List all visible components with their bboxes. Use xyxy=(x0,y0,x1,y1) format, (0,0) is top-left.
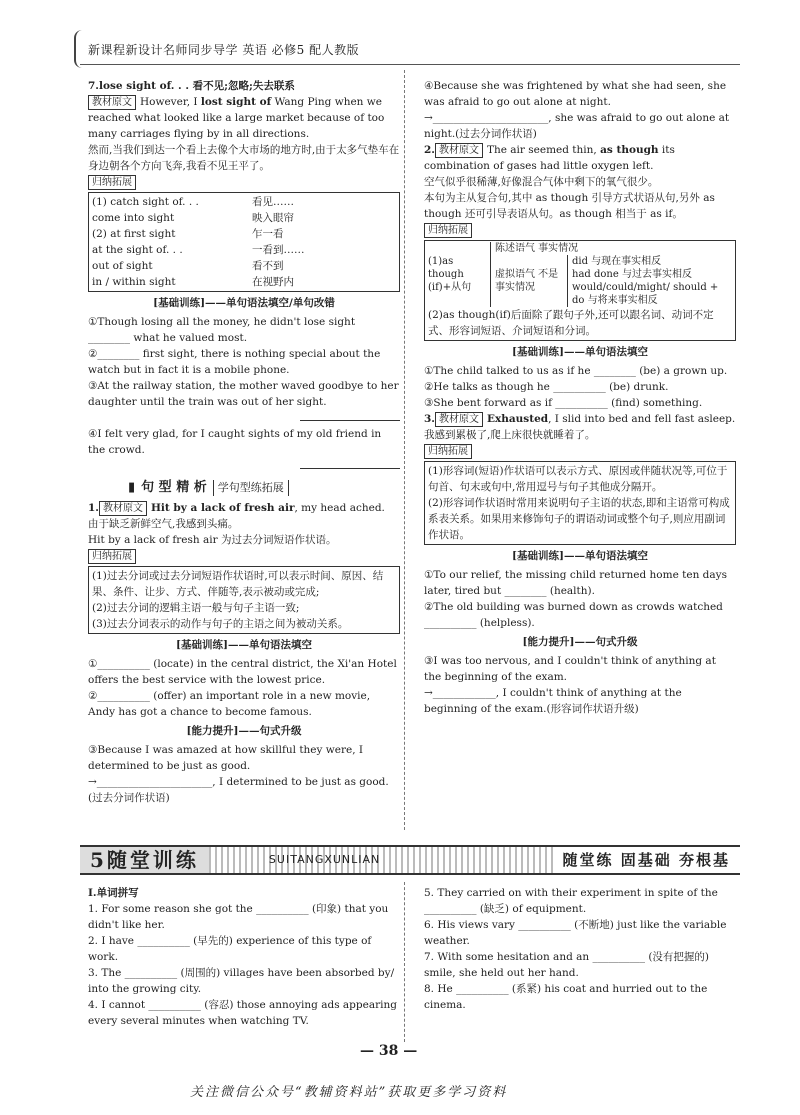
question: ④I felt very glad, for I caught sights of my old friend in the crowd. xyxy=(88,428,382,456)
banner-pinyin: SUITANGXUNLIAN xyxy=(209,847,553,873)
item-7-source: 教材原文 However, I lost sight of Wang Ping when we reached what looked like a large market because of too many carriages flying by in all directions. xyxy=(88,96,385,140)
exercise-item: 5. They carried on with their experiment in spite of the __________ (缺乏) of equipment. xyxy=(424,887,718,915)
item-2-translation: 空气似乎很稀薄,好像混合气体中剩下的氧气很少。 xyxy=(424,176,659,188)
question: ③Because I was amazed at how skillful they were, I determined to be just as good. xyxy=(88,744,364,772)
question: ①To our relief, the missing child returned home ten days later, tired but ________ (health). xyxy=(424,569,727,597)
column-divider xyxy=(404,882,405,1042)
summary-box: (1)过去分词或过去分词短语作状语时,可以表示时间、原因、结果、条件、让步、方式、伴随等,表示被动或完成; (2)过去分词的逻辑主语一般与句子主语一致; (3)过去分词表示的动作与句子的主语之间为被动关系。 xyxy=(88,566,400,634)
summary-tag: 归纳拓展 xyxy=(424,444,472,459)
exercise-item: 2. I have __________ (早先的) experience of this type of work. xyxy=(88,935,372,963)
diagram-leaf: did 与现在事实相反 xyxy=(572,256,662,267)
exercise-item: 3. The __________ (周围的) villages have been absorbed by/ into the growing city. xyxy=(88,967,395,995)
question: ②He talks as though he __________ (be) drunk. xyxy=(424,381,669,393)
rewrite-prompt: →____________, I couldn't think of anything at the beginning of the exam.(形容词作状语升级) xyxy=(424,687,682,715)
diagram-root: (1)as though (if)+从句 xyxy=(428,256,472,293)
drill-heading: [基础训练]——单句语法填空 xyxy=(176,639,312,651)
phrase-row: (1) catch sight of. . . 看见…… xyxy=(92,196,294,208)
exercise-item: 8. He __________ (系紧) his coat and hurried out to the cinema. xyxy=(424,983,708,1011)
footer-note: 关注微信公众号“教辅资料站”获取更多学习资料 xyxy=(190,1085,508,1100)
header-rule xyxy=(80,64,740,65)
banner-slogan: 随堂练 固基础 夯根基 xyxy=(553,852,740,868)
exercise-left xyxy=(88,885,400,1029)
summary-tag: 归纳拓展 xyxy=(424,223,472,238)
right-column xyxy=(424,78,736,717)
section-heading: ▮ 句 型 精 析 学句型练拓展 xyxy=(128,480,400,496)
item-1-note: Hit by a lack of fresh air 为过去分词短语作状语。 xyxy=(88,534,337,546)
phrase-row: in / within sight 在视野内 xyxy=(92,276,294,288)
item-7-heading: 7.lose sight of. . . 看不见;忽略;失去联系 xyxy=(88,80,295,92)
rewrite-prompt: →______________________, I determined to be just as good.(过去分词作状语) xyxy=(88,776,389,804)
question: ③At the railway station, the mother waved goodbye to her daughter until the train was out of her sight. xyxy=(88,380,399,408)
phrase-row: at the sight of. . . 一看到…… xyxy=(92,244,305,256)
exercise-heading: Ⅰ.单词拼写 xyxy=(88,887,139,899)
item-2-source: 2. 教材原文 The air seemed thin, as though its combination of gases had little oxygen left. xyxy=(424,144,675,172)
diagram-leaf: had done 与过去事实相反 xyxy=(572,269,692,280)
answer-blank[interactable] xyxy=(300,458,400,469)
item-3-source: 3. 教材原文 Exhausted, I slid into bed and fell fast asleep. xyxy=(424,413,736,425)
bookmark-icon: ▮ xyxy=(128,480,136,495)
item-2-note: 本句为主从复合句,其中 as though 引导方式状语从句,另外 as though 还可引导表语从句。as though 相当于 as if。 xyxy=(424,192,715,220)
phrase-table xyxy=(88,192,400,292)
summary-tag: 归纳拓展 xyxy=(88,175,136,190)
exercise-item: 1. For some reason she got the __________ (印象) that you didn't like her. xyxy=(88,903,389,931)
exercise-item: 4. I cannot __________ (容忍) those annoying ads appearing every several minutes when watching TV. xyxy=(88,999,397,1027)
exercise-item: 6. His views vary __________ (不断地) just like the variable weather. xyxy=(424,919,727,947)
drill-heading: [基础训练]——单句语法填空 xyxy=(512,346,648,358)
item-1-source: 1. 教材原文 Hit by a lack of fresh air, my head ached. xyxy=(88,502,385,514)
left-column xyxy=(88,78,400,806)
question: ①__________ (locate) in the central district, the Xi'an Hotel offers the best service with the lowest price. xyxy=(88,658,397,686)
question: ②The old building was burned down as crowds watched __________ (helpless). xyxy=(424,601,723,629)
page-header: 新课程新设计名师同步导学 英语 必修5 配人教版 xyxy=(88,43,360,57)
as-though-diagram xyxy=(424,240,736,341)
question: ②__________ (offer) an important role in a new movie, Andy has got a chance to become famous. xyxy=(88,690,371,718)
drill-heading: [基础训练]——单句语法填空 xyxy=(512,550,648,562)
column-divider xyxy=(404,70,405,830)
phrase-row: out of sight 看不到 xyxy=(92,260,284,272)
drill-heading: [能力提升]——句式升级 xyxy=(186,725,302,737)
diagram-branch: 虚拟语气 不是事实情况 xyxy=(495,269,559,293)
section-banner xyxy=(80,845,740,875)
question: ③She bent forward as if __________ (find) something. xyxy=(424,397,703,409)
item-3-translation: 我感到累极了,爬上床很快就睡着了。 xyxy=(424,429,596,441)
page-number: — 38 — xyxy=(360,1043,418,1059)
exercise-item: 7. With some hesitation and an __________ (没有把握的) smile, she held out her hand. xyxy=(424,951,710,979)
phrase-row: (2) at first sight 乍一看 xyxy=(92,228,284,240)
diagram-note: (2)as though(if)后面除了跟句子外,还可以跟名词、动词不定式、形容词短语、介词短语和分词。 xyxy=(428,309,714,337)
drill-heading: [基础训练]——单句语法填空/单句改错 xyxy=(153,297,335,309)
question: ②________ first sight, there is nothing special about the watch but in fact it is a mobile phone. xyxy=(88,348,381,376)
banner-title: 5 随堂训练 xyxy=(80,847,209,873)
summary-tag: 归纳拓展 xyxy=(88,549,136,564)
diagram-branch: 陈述语气 事实情况 xyxy=(495,243,579,254)
header-curve xyxy=(74,30,82,68)
diagram-leaf: would/could/might/ should + do 与将来事实相反 xyxy=(572,282,719,306)
question: ①Though losing all the money, he didn't lose sight ________ what he valued most. xyxy=(88,316,356,344)
question: ③I was too nervous, and I couldn't think of anything at the beginning of the exam. xyxy=(424,655,716,683)
item-1-translation: 由于缺乏新鲜空气,我感到头痛。 xyxy=(88,518,239,530)
summary-box: (1)形容词(短语)作状语可以表示方式、原因或伴随状况等,可位于句首、句末或句中,常用逗号与句子其他成分隔开。 (2)形容词作状语时常用来说明句子主语的状态,即和主语常可构成系表关系。如果用来修饰句子的谓语动词或整个句子,则应用副词作状语。 xyxy=(424,461,736,545)
question: ①The child talked to us as if he ________ (be) a grown up. xyxy=(424,365,728,377)
exercise-right xyxy=(424,885,736,1013)
drill-heading: [能力提升]——句式升级 xyxy=(522,636,638,648)
rewrite-prompt: →______________________, she was afraid to go out alone at night.(过去分词作状语) xyxy=(424,112,730,140)
phrase-row: come into sight 映入眼帘 xyxy=(92,212,294,224)
item-7-translation: 然而,当我们到达一个看上去像个大市场的地方时,由于太多气垫车在身边朝各个方向飞奔,我看不见王平了。 xyxy=(88,144,400,172)
answer-blank[interactable] xyxy=(300,410,400,421)
question: ④Because she was frightened by what she had seen, she was afraid to go out alone at night. xyxy=(424,80,727,108)
